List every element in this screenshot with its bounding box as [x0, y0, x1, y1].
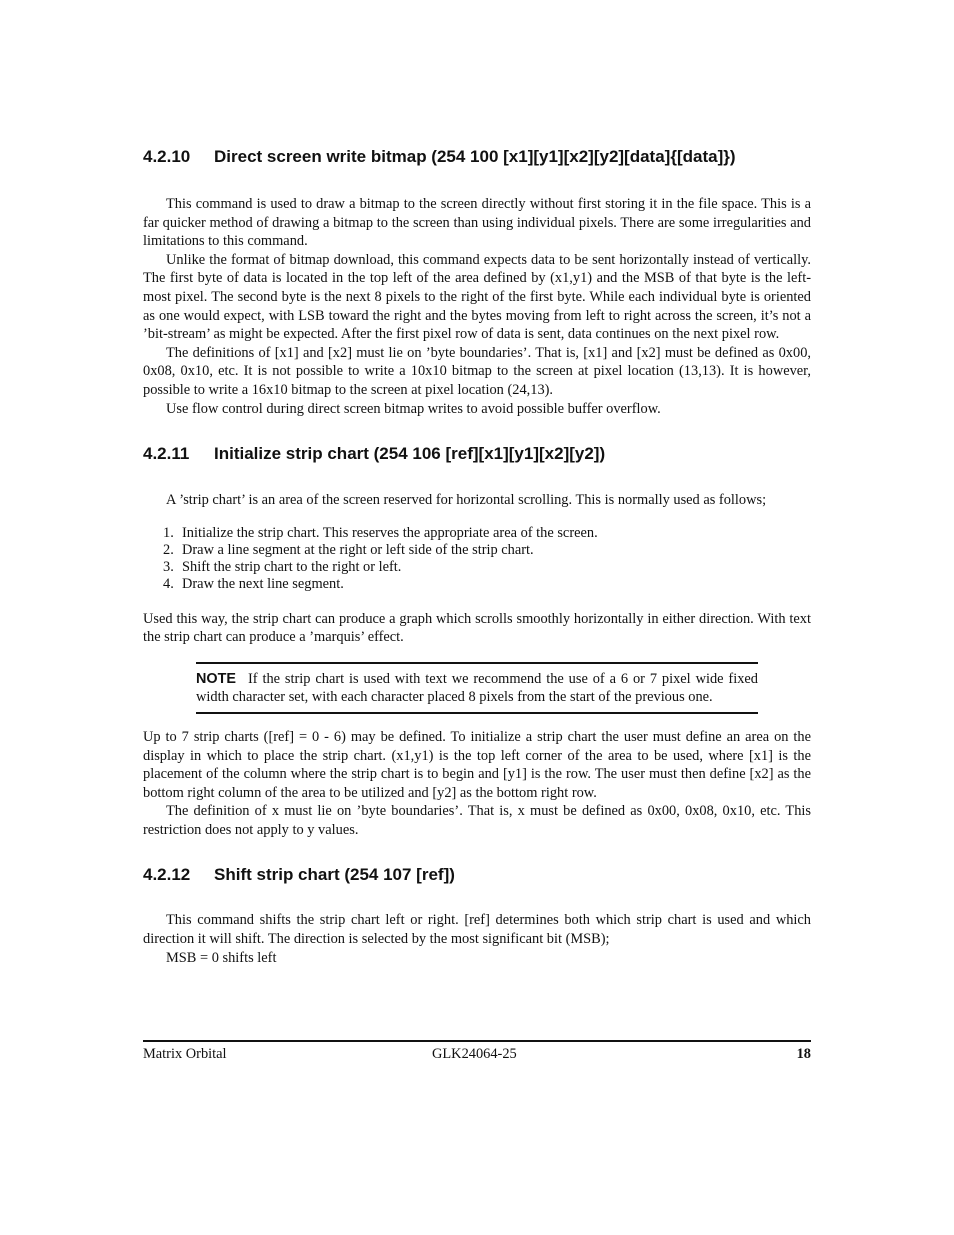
- footer-company: Matrix Orbital: [143, 1046, 227, 1062]
- note-box: [196, 662, 758, 714]
- paragraph: A ’strip chart’ is an area of the screen reserved for horizontal scrolling. This is normally used as follows;: [166, 492, 767, 509]
- list-item: [143, 559, 811, 576]
- section-number: 4.2.12: [143, 865, 191, 885]
- section-heading-4-2-12: [143, 863, 811, 887]
- section-heading-4-2-11: [143, 442, 811, 466]
- paragraph: The definitions of [x1] and [x2] must lie on ’byte boundaries’. That is, [x1] and [x2] must be defined as 0x00, 0x08, 0x10, etc. It is not possible to write a 10x10 bitmap to the screen at pixel location (13,13). It is however, possible to write a 16x10 bitmap to the screen at pixel location (24,13).: [143, 344, 811, 398]
- list-item-text: Draw the next line segment.: [182, 576, 344, 593]
- note-label: NOTE: [196, 670, 236, 687]
- page-footer: [143, 1045, 811, 1065]
- list-number: 2.: [163, 541, 174, 558]
- section-title: Initialize strip chart (254 106 [ref][x1][y1][x2][y2]): [214, 444, 606, 464]
- list-number: 3.: [163, 559, 174, 576]
- section-title: Shift strip chart (254 107 [ref]): [214, 865, 455, 885]
- page-number: 18: [796, 1046, 811, 1062]
- footer-divider: [143, 1040, 811, 1042]
- paragraph: This command shifts the strip chart left or right. [ref] determines both which strip chart is used and which direction it will shift. The direction is selected by the most significant bit (MSB);: [143, 912, 811, 948]
- section-number: 4.2.11: [143, 444, 190, 464]
- list-item: [143, 525, 811, 542]
- numbered-list: [143, 525, 811, 594]
- list-number: 4.: [163, 576, 174, 593]
- footer-model: GLK24064-25: [432, 1046, 517, 1062]
- paragraph: Up to 7 strip charts ([ref] = 0 - 6) may be defined. To initialize a strip chart the user must define an area on the display in which to place the strip chart. (x1,y1) is the top left corner of the area to be used, where [x1] is the placement of the column where the strip chart is to begin and [y1] is the row. The user must then define [x2] as the bottom right column of the area to be utilized and [y2] as the bottom right row.: [143, 728, 811, 801]
- paragraph: This command is used to draw a bitmap to the screen directly without first storing it in the file space. This is a far quicker method of drawing a bitmap to the screen than using individual pixels. There are some irregularities and limitations to this command.: [143, 196, 811, 250]
- list-item: [143, 542, 811, 559]
- section-title: Direct screen write bitmap (254 100 [x1][y1][x2][y2][data]{[data]}): [214, 147, 736, 166]
- section-number: 4.2.10: [143, 147, 191, 166]
- paragraph: Use flow control during direct screen bitmap writes to avoid possible buffer overflow.: [166, 400, 661, 417]
- note-text: If the strip chart is used with text we recommend the use of a 6 or 7 pixel wide fixed width character set, with each character placed 8 pixels from the start of the previous one.: [196, 670, 758, 706]
- section-heading-4-2-10: [143, 145, 811, 169]
- paragraph: MSB = 0 shifts left: [166, 949, 277, 966]
- paragraph: Unlike the format of bitmap download, this command expects data to be sent horizontally instead of vertically. The first byte of data is located in the top left of the area defined by (x1,y1) and the MSB of that byte is the left-most pixel. The second byte is the next 8 pixels to the right of the first byte. While each individual byte is oriented as one would expect, with LSB toward the right and the bytes moving from left to right across the screen, it’s not a ’bit-stream’ as might be expected. After the first pixel row of data is sent, data continues on the next pixel row.: [143, 251, 811, 343]
- list-item: [143, 576, 811, 593]
- list-number: 1.: [163, 524, 174, 541]
- list-item-text: Shift the strip chart to the right or left.: [182, 559, 402, 576]
- list-item-text: Initialize the strip chart. This reserves the appropriate area of the screen.: [182, 524, 598, 541]
- paragraph: The definition of x must lie on ’byte boundaries’. That is, x must be defined as 0x00, 0x08, 0x10, etc. This restriction does not apply to y values.: [143, 803, 811, 838]
- document-body: [143, 145, 811, 967]
- paragraph: Used this way, the strip chart can produce a graph which scrolls smoothly horizontally in either direction. With text the strip chart can produce a ’marquis’ effect.: [143, 610, 811, 646]
- list-item-text: Draw a line segment at the right or left side of the strip chart.: [182, 541, 534, 558]
